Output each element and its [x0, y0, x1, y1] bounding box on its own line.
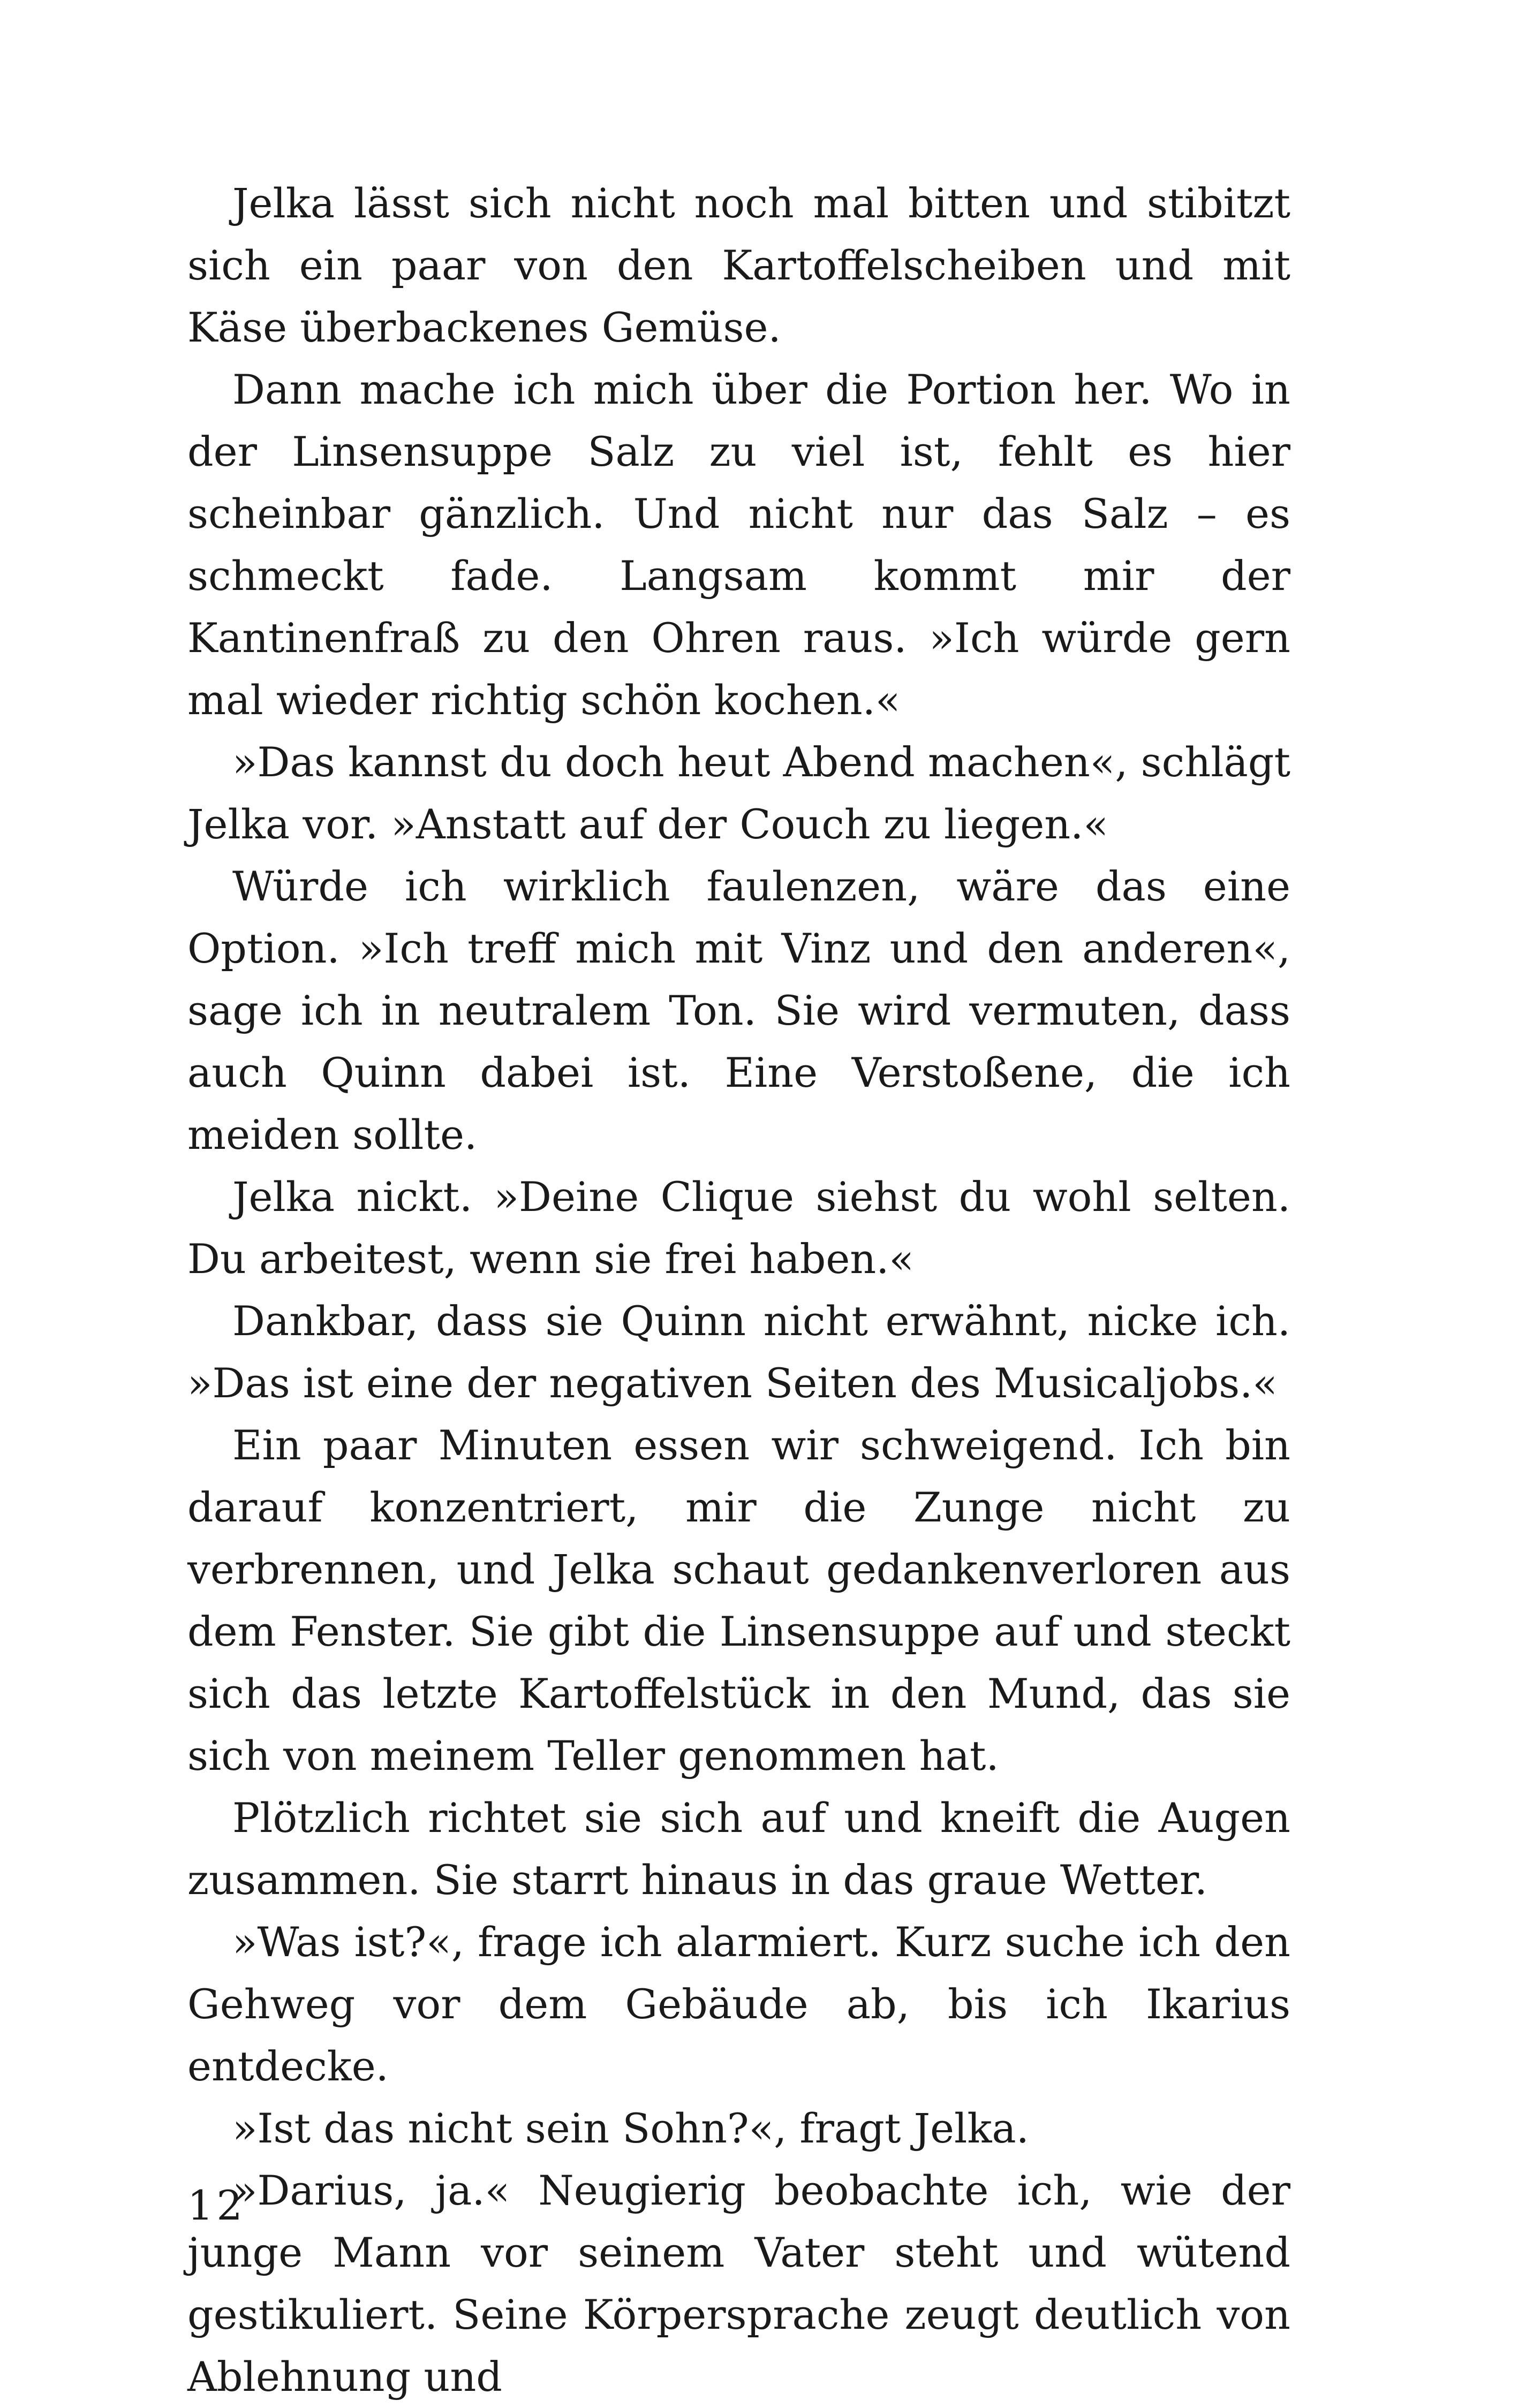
paragraph: Ein paar Minuten essen wir schweigend. Ich bin darauf konzentriert, mir die Zunge nicht zu verbrennen, und Jelka schaut gedankenverloren aus dem Fenster. Sie gibt die Linsensuppe auf und steckt sich das letzte Kartoffelstück in den Mund, das sie sich von meinem Teller genommen hat.	[187, 1421, 1290, 1780]
page-number: 12	[187, 2182, 246, 2229]
paragraph: »Was ist?«, frage ich alarmiert. Kurz suche ich den Gehweg vor dem Gebäude ab, bis ich Ikarius entdecke.	[187, 1918, 1290, 2090]
paragraph: Jelka lässt sich nicht noch mal bitten und stibitzt sich ein paar von den Kartoffelscheiben und mit Käse überbackenes Gemüse.	[187, 179, 1290, 351]
paragraph: »Das kannst du doch heut Abend machen«, schlägt Jelka vor. »Anstatt auf der Couch zu liegen.«	[187, 738, 1290, 848]
paragraph: Jelka nickt. »Deine Clique siehst du wohl selten. Du arbeitest, wenn sie frei haben.«	[187, 1173, 1290, 1283]
paragraph: Dann mache ich mich über die Portion her. Wo in der Linsensuppe Salz zu viel ist, fehlt es hier scheinbar gänzlich. Und nicht nur das Salz – es schmeckt fade. Langsam kommt mir der Kantinenfraß zu den Ohren raus. »Ich würde gern mal wieder richtig schön kochen.«	[187, 366, 1290, 724]
paragraph: »Ist das nicht sein Sohn?«, fragt Jelka.	[232, 2104, 1029, 2152]
body-text	[187, 172, 1290, 2408]
paragraph: Dankbar, dass sie Quinn nicht erwähnt, nicke ich. »Das ist eine der negativen Seiten des Musicaljobs.«	[187, 1297, 1290, 1407]
paragraph: Würde ich wirklich faulenzen, wäre das eine Option. »Ich treff mich mit Vinz und den anderen«, sage ich in neutralem Ton. Sie wird vermuten, dass auch Quinn dabei ist. Eine Verstoßene, die ich meiden sollte.	[187, 862, 1290, 1158]
paragraph: »Darius, ja.« Neugierig beobachte ich, wie der junge Mann vor seinem Vater steht und wütend gestikuliert. Seine Körpersprache zeugt deutlich von Ablehnung und	[187, 2167, 1290, 2401]
paragraph: Plötzlich richtet sie sich auf und kneift die Augen zusammen. Sie starrt hinaus in das graue Wetter.	[187, 1794, 1290, 1904]
